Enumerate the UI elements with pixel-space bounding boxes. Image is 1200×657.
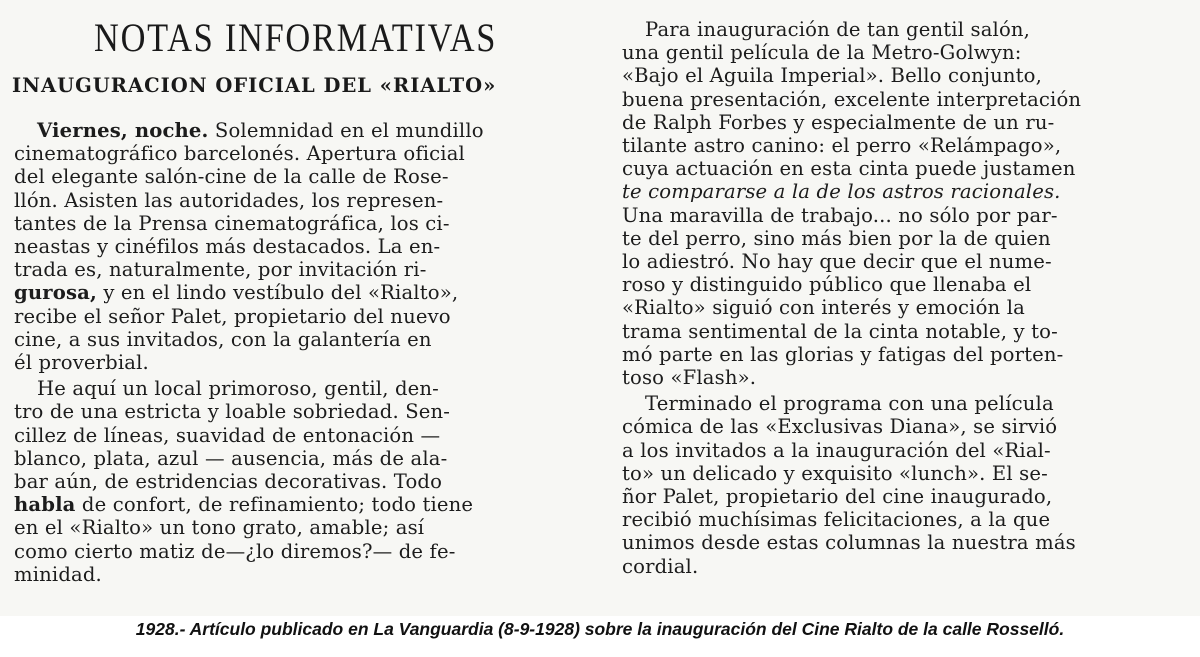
text-line: te del perro, sino más bien por la de quien bbox=[622, 226, 1051, 250]
image-caption: 1928.- Artículo publicado en La Vanguardia (8-9-1928) sobre la inauguración del Cine Rialto de la calle Rosselló. bbox=[135, 619, 1065, 639]
text-line: buena presentación, excelente interpretación bbox=[622, 87, 1082, 111]
text-line: del elegante salón-cine de la calle de Rose- bbox=[14, 165, 449, 189]
text-line bbox=[622, 180, 1081, 203]
lead-word: Viernes, noche. bbox=[37, 119, 209, 142]
left-article-body bbox=[14, 119, 484, 586]
text-line: recibió muchísimas felicitaciones, a la que bbox=[622, 508, 1051, 532]
text-line: cillez de líneas, suavidad de entonación — bbox=[14, 423, 441, 447]
text-line: cómica de las «Exclusivas Diana», se sirvió bbox=[622, 415, 1058, 439]
text-line: Terminado el programa con una película bbox=[645, 392, 1054, 416]
bold-word: habla bbox=[14, 493, 76, 517]
text-line: de Ralph Forbes y especialmente de un ru- bbox=[622, 110, 1055, 134]
text-line: en el «Rialto» un tono grato, amable; así bbox=[14, 516, 425, 540]
text-line: unimos desde estas columnas la nuestra más bbox=[622, 531, 1076, 555]
headline: INAUGURACION OFICIAL DEL «RIALTO» bbox=[12, 74, 497, 97]
text-span: de confort, de refinamiento; todo tiene bbox=[75, 493, 474, 517]
text-line: cine, a sus invitados, con la galantería en bbox=[14, 327, 432, 351]
text-line: él proverbial. bbox=[14, 351, 149, 375]
text-line: «Bajo el Aguila Imperial». Bello conjunto, bbox=[622, 64, 1042, 88]
text-line: to» un delicado y exquisito «lunch». El se- bbox=[622, 461, 1048, 485]
text-line: a los invitados a la inauguración del «Rial- bbox=[622, 438, 1051, 462]
text-line: cuya actuación en esta cinta puede justamen bbox=[622, 157, 1076, 181]
text-line: tro de una estricta y loable sobriedad. Sen- bbox=[14, 400, 451, 424]
text-line: neastas y cinéfilos más destacados. La en- bbox=[14, 235, 441, 259]
text-line: lo adiestró. No hay que decir que el nume- bbox=[622, 250, 1052, 274]
italic-span: te compararse a la de los astros racionales. bbox=[622, 180, 1061, 204]
text-line: mó parte en las glorias y fatigas del porten- bbox=[622, 342, 1064, 366]
text-line: trama sentimental de la cinta notable, y to- bbox=[622, 319, 1058, 343]
text-span: Solemnidad en el mundillo bbox=[208, 119, 484, 142]
text-line: bar aún, de estridencias decorativas. Todo bbox=[14, 470, 443, 494]
text-line: llón. Asisten las autoridades, los represen- bbox=[14, 188, 444, 212]
bold-word: gurosa, bbox=[14, 281, 97, 305]
text-line bbox=[14, 119, 484, 142]
text-line: «Rialto» siguió con interés y emoción la bbox=[622, 296, 1025, 320]
text-line: toso «Flash». bbox=[622, 366, 757, 390]
text-line: cordial. bbox=[622, 554, 699, 578]
text-line bbox=[14, 281, 484, 304]
text-line: ñor Palet, propietario del cine inaugurado, bbox=[622, 485, 1053, 509]
text-line: Para inauguración de tan gentil salón, bbox=[645, 18, 1031, 41]
text-line: Una maravilla de trabajo... no sólo por par- bbox=[622, 203, 1058, 227]
text-line bbox=[14, 493, 484, 516]
text-span: y en el lindo vestíbulo del «Rialto», bbox=[96, 281, 459, 305]
right-article-body bbox=[622, 18, 1081, 578]
masthead: NOTAS INFORMATIVAS bbox=[94, 15, 498, 60]
text-line: blanco, plata, azul — ausencia, más de ala- bbox=[14, 446, 448, 470]
text-line: roso y distinguido público que llenaba el bbox=[622, 273, 1032, 297]
text-line: recibe el señor Palet, propietario del nuevo bbox=[14, 304, 451, 328]
text-line: como cierto matiz de—¿lo diremos?— de fe- bbox=[14, 539, 456, 563]
text-line: una gentil película de la Metro-Golwyn: bbox=[622, 41, 1022, 65]
text-line: minidad. bbox=[14, 562, 102, 586]
text-line: tilante astro canino: el perro «Relámpago», bbox=[622, 134, 1062, 158]
text-line: He aquí un local primoroso, gentil, den- bbox=[37, 377, 439, 401]
text-line: tantes de la Prensa cinematográfica, los ci- bbox=[14, 211, 450, 235]
text-line: trada es, naturalmente, por invitación ri- bbox=[14, 258, 427, 282]
text-line: cinematográfico barcelonés. Apertura oficial bbox=[14, 142, 465, 166]
